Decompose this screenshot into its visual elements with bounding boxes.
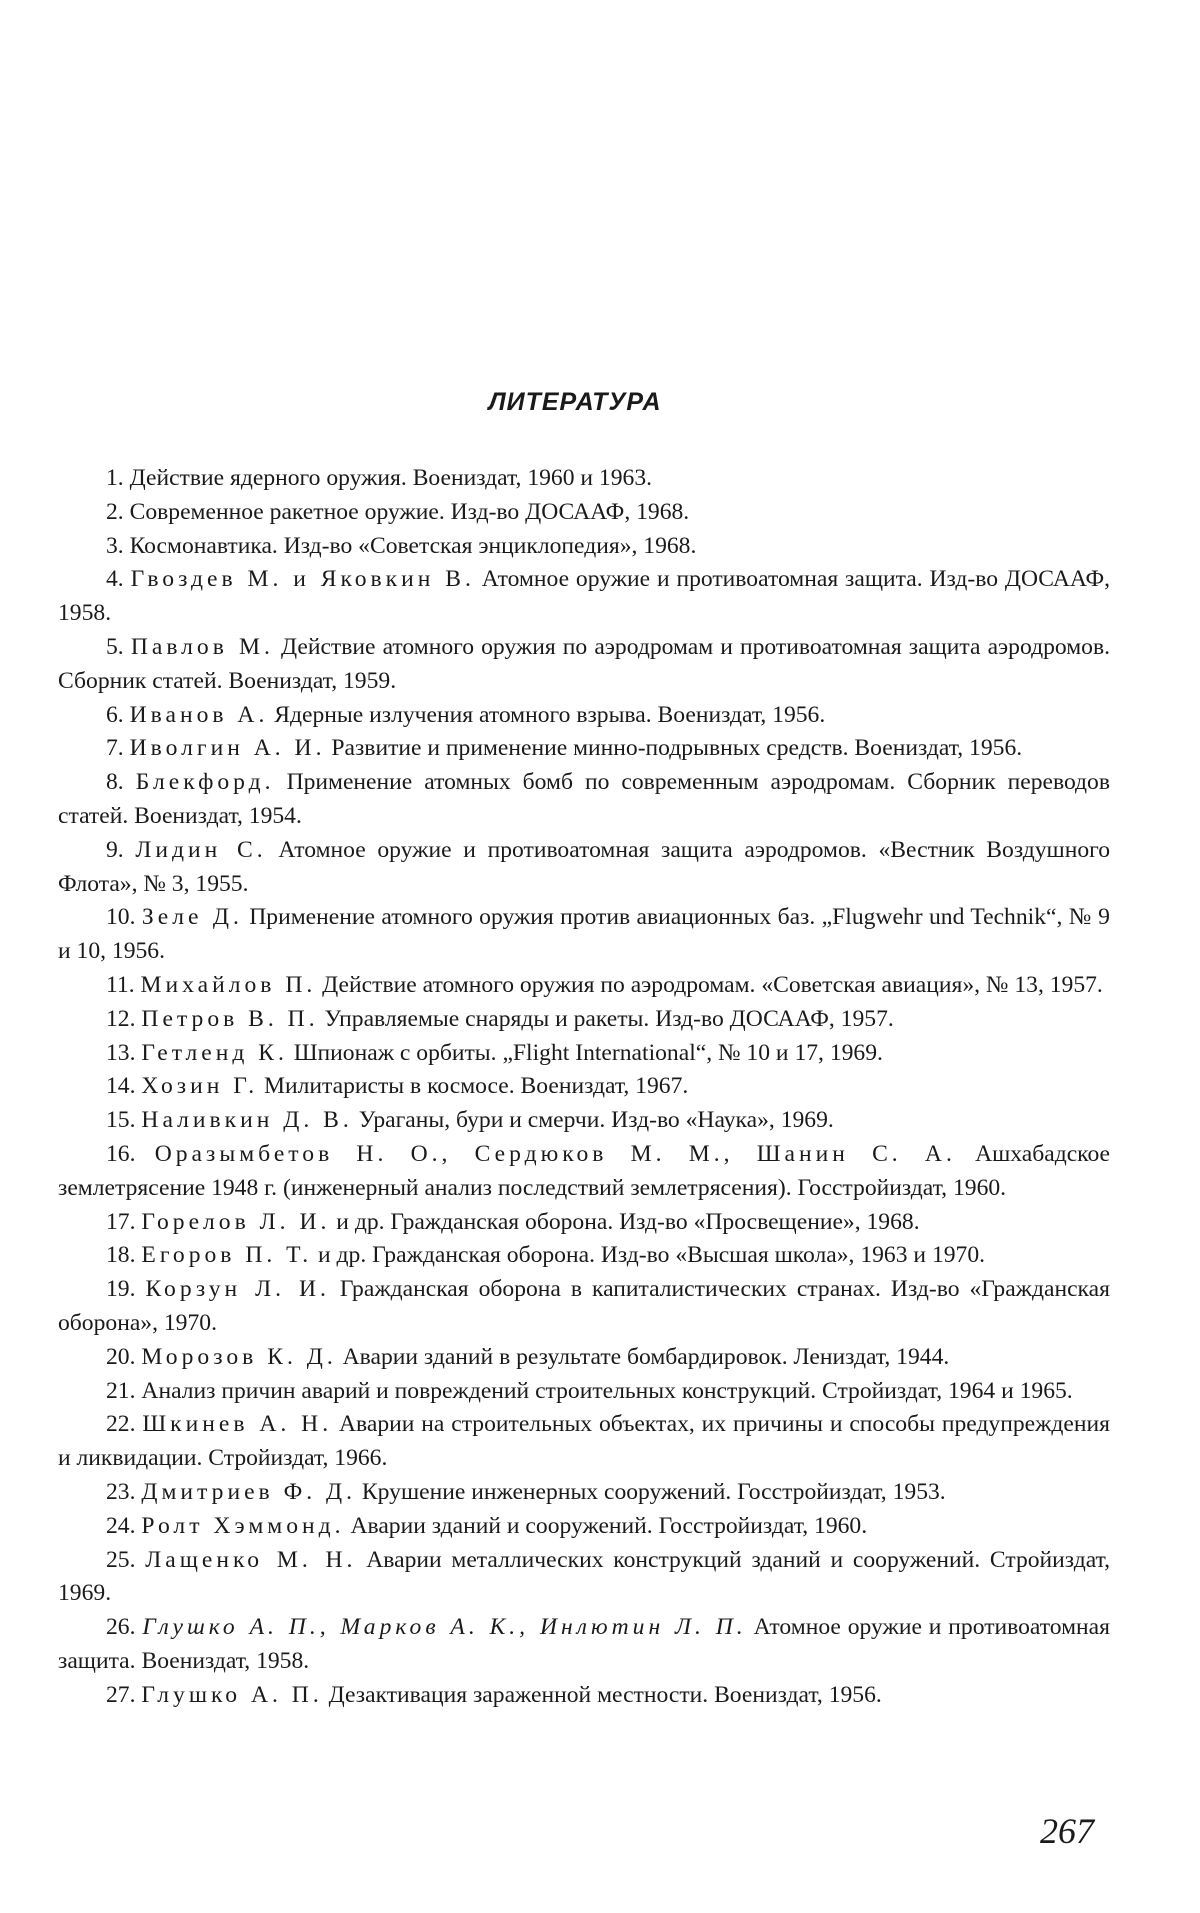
reference-details: Аварии на строительных объектах, их причины и способы предупреждения и ликвидации. Стройиздат, 1966. xyxy=(58,1411,1110,1472)
reference-author: Шкинев А. Н. xyxy=(142,1411,333,1438)
reference-item xyxy=(58,631,1110,699)
reference-details: Ашхабадское землетрясение 1948 г. (инженерный анализ последствий землетрясения). Госстройиздат, 1960. xyxy=(58,1140,1111,1201)
reference-author: Гвоздев М. и Яковкин В. xyxy=(130,566,475,593)
reference-item xyxy=(58,1104,1110,1138)
reference-item xyxy=(58,1611,1110,1679)
reference-item xyxy=(58,462,1110,496)
reference-item xyxy=(58,563,1110,631)
reference-number: 20. xyxy=(106,1343,136,1370)
reference-item xyxy=(58,1206,1110,1240)
reference-details: Действие ядерного оружия. Воениздат, 1960 и 1963. xyxy=(129,465,653,491)
reference-number: 26. xyxy=(106,1614,136,1641)
reference-number: 16. xyxy=(106,1140,136,1167)
reference-number: 21. xyxy=(106,1377,136,1404)
reference-author: Хозин Г. xyxy=(141,1073,259,1100)
reference-details: Гражданская оборона в капиталистических странах. Изд-во «Гражданская оборона», 1970. xyxy=(58,1276,1110,1336)
reference-item xyxy=(58,834,1110,902)
reference-author: Ролт Хэммонд. xyxy=(141,1512,345,1539)
reference-number: 6. xyxy=(106,701,124,728)
reference-author: Глушко А. П., Марков А. К., Инлютин Л. П. xyxy=(142,1614,747,1641)
reference-author: Иволгин А. И. xyxy=(129,735,326,762)
reference-list xyxy=(58,462,1110,1712)
reference-details: Развитие и применение минно-подрывных средств. Воениздат, 1956. xyxy=(325,735,1023,762)
reference-item xyxy=(58,1679,1110,1713)
reference-number: 25. xyxy=(106,1546,136,1573)
reference-details: Аварии зданий в результате бомбардировок. Лениздат, 1944. xyxy=(336,1343,950,1370)
reference-number: 7. xyxy=(106,735,124,762)
reference-details: Управляемые снаряды и ракеты. Изд-во ДОСААФ, 1957. xyxy=(318,1005,894,1032)
reference-item xyxy=(58,1003,1110,1037)
reference-item xyxy=(58,699,1110,733)
page-title: ЛИТЕРАТУРА xyxy=(488,388,662,416)
reference-details: Ураганы, бури и смерчи. Изд-во «Наука», 1969. xyxy=(352,1107,834,1134)
reference-item xyxy=(58,530,1110,564)
reference-item xyxy=(58,1476,1110,1510)
reference-item xyxy=(58,1544,1110,1612)
reference-details: Атомное оружие и противоатомная защита. Воениздат, 1958. xyxy=(58,1614,1110,1674)
reference-author: Гетленд К. xyxy=(141,1039,288,1066)
reference-details: Аварии металлических конструкций зданий и сооружений. Стройиздат, 1969. xyxy=(58,1546,1110,1607)
reference-number: 12. xyxy=(106,1005,136,1032)
reference-author: Михайлов П. xyxy=(140,971,317,998)
reference-author: Зеле Д. xyxy=(141,904,243,931)
reference-item xyxy=(58,1273,1110,1341)
reference-number: 8. xyxy=(106,769,124,796)
reference-details: Применение атомного оружия против авиационных баз. „Flugwehr und Technik“, № 9 и 10, 1956. xyxy=(58,904,1110,965)
reference-author: Глушко А. П. xyxy=(141,1681,323,1708)
reference-item xyxy=(58,1037,1110,1071)
reference-number: 3. xyxy=(106,532,124,559)
reference-author: Наливкин Д. В. xyxy=(141,1107,353,1134)
reference-number: 24. xyxy=(106,1512,136,1539)
page-number: 267 xyxy=(1040,1811,1094,1851)
reference-item xyxy=(58,766,1110,834)
reference-details: Шпионаж с орбиты. „Flight International“, № 10 и 17, 1969. xyxy=(287,1039,883,1066)
reference-author: Павлов М. xyxy=(130,633,274,660)
reference-details: Космонавтика. Изд-во «Советская энциклопедия», 1968. xyxy=(129,532,697,559)
reference-details: Милитаристы в космосе. Воениздат, 1967. xyxy=(258,1073,689,1100)
reference-number: 1. xyxy=(106,465,124,491)
reference-details: Крушение инженерных сооружений. Госстройиздат, 1953. xyxy=(356,1478,946,1505)
reference-details: Атомное оружие и противоатомная защита аэродромов. «Вестник Воздушного Флота», № 3, 1955. xyxy=(58,836,1111,897)
reference-item xyxy=(58,1138,1110,1206)
reference-item xyxy=(58,1408,1110,1476)
reference-author: Иванов А. xyxy=(129,701,269,728)
reference-details: Действие атомного оружия по аэродромам и противоатомная защита аэродромов. Сборник статей. Воениздат, 1959. xyxy=(58,633,1110,694)
reference-number: 14. xyxy=(106,1073,136,1100)
reference-item xyxy=(58,732,1110,766)
reference-number: 13. xyxy=(106,1039,136,1066)
reference-author: Морозов К. Д. xyxy=(141,1343,337,1370)
reference-number: 27. xyxy=(106,1681,136,1708)
reference-item xyxy=(58,969,1110,1003)
reference-number: 11. xyxy=(106,971,135,998)
reference-number: 4. xyxy=(106,566,124,593)
reference-number: 15. xyxy=(106,1107,136,1134)
reference-number: 10. xyxy=(106,904,136,931)
reference-details: и др. Гражданская оборона. Изд-во «Просвещение», 1968. xyxy=(330,1208,920,1235)
reference-details: Ядерные излучения атомного взрыва. Воениздат, 1956. xyxy=(268,701,826,728)
reference-item xyxy=(58,901,1110,969)
reference-number: 18. xyxy=(106,1242,136,1269)
reference-author: Оразымбетов Н. О., Сердюков М. М., Шанин С. А. xyxy=(154,1140,956,1167)
reference-number: 22. xyxy=(106,1411,136,1438)
reference-author: Дмитриев Ф. Д. xyxy=(141,1478,357,1505)
reference-number: 17. xyxy=(106,1208,136,1235)
reference-details: и др. Гражданская оборона. Изд-во «Высшая школа», 1963 и 1970. xyxy=(312,1242,986,1269)
reference-details: Аварии зданий и сооружений. Госстройиздат, 1960. xyxy=(344,1512,868,1539)
reference-item xyxy=(58,1239,1110,1273)
reference-details: Современное ракетное оружие. Изд-во ДОСААФ, 1968. xyxy=(129,498,690,525)
reference-author: Корзун Л. И. xyxy=(145,1276,330,1303)
reference-number: 5. xyxy=(106,633,124,660)
reference-item xyxy=(58,496,1110,530)
reference-item xyxy=(58,1341,1110,1375)
reference-item xyxy=(58,1510,1110,1544)
reference-number: 2. xyxy=(106,498,124,525)
reference-details: Применение атомных бомб по современным аэродромам. Сборник переводов статей. Воениздат, 1954. xyxy=(58,769,1110,829)
reference-author: Блекфорд. xyxy=(135,769,275,796)
reference-number: 23. xyxy=(106,1478,136,1505)
reference-author: Горелов Л. И. xyxy=(141,1208,331,1235)
reference-item xyxy=(58,1375,1110,1409)
reference-details: Атомное оружие и противоатомная защита. Изд-во ДОСААФ, 1958. xyxy=(58,566,1111,627)
reference-number: 9. xyxy=(106,836,124,863)
reference-author: Петров В. П. xyxy=(141,1005,319,1032)
reference-item xyxy=(58,1070,1110,1104)
reference-number: 19. xyxy=(106,1276,136,1303)
reference-author: Лидин С. xyxy=(135,836,267,863)
reference-details: Дезактивация зараженной местности. Воениздат, 1956. xyxy=(322,1681,882,1708)
reference-details: Действие атомного оружия по аэродромам. «Советская авиация», № 13, 1957. xyxy=(316,971,1103,998)
reference-author: Егоров П. Т. xyxy=(141,1242,313,1269)
reference-details: Анализ причин аварий и повреждений строительных конструкций. Стройиздат, 1964 и 1965. xyxy=(141,1377,1073,1404)
reference-author: Лащенко М. Н. xyxy=(145,1546,357,1573)
